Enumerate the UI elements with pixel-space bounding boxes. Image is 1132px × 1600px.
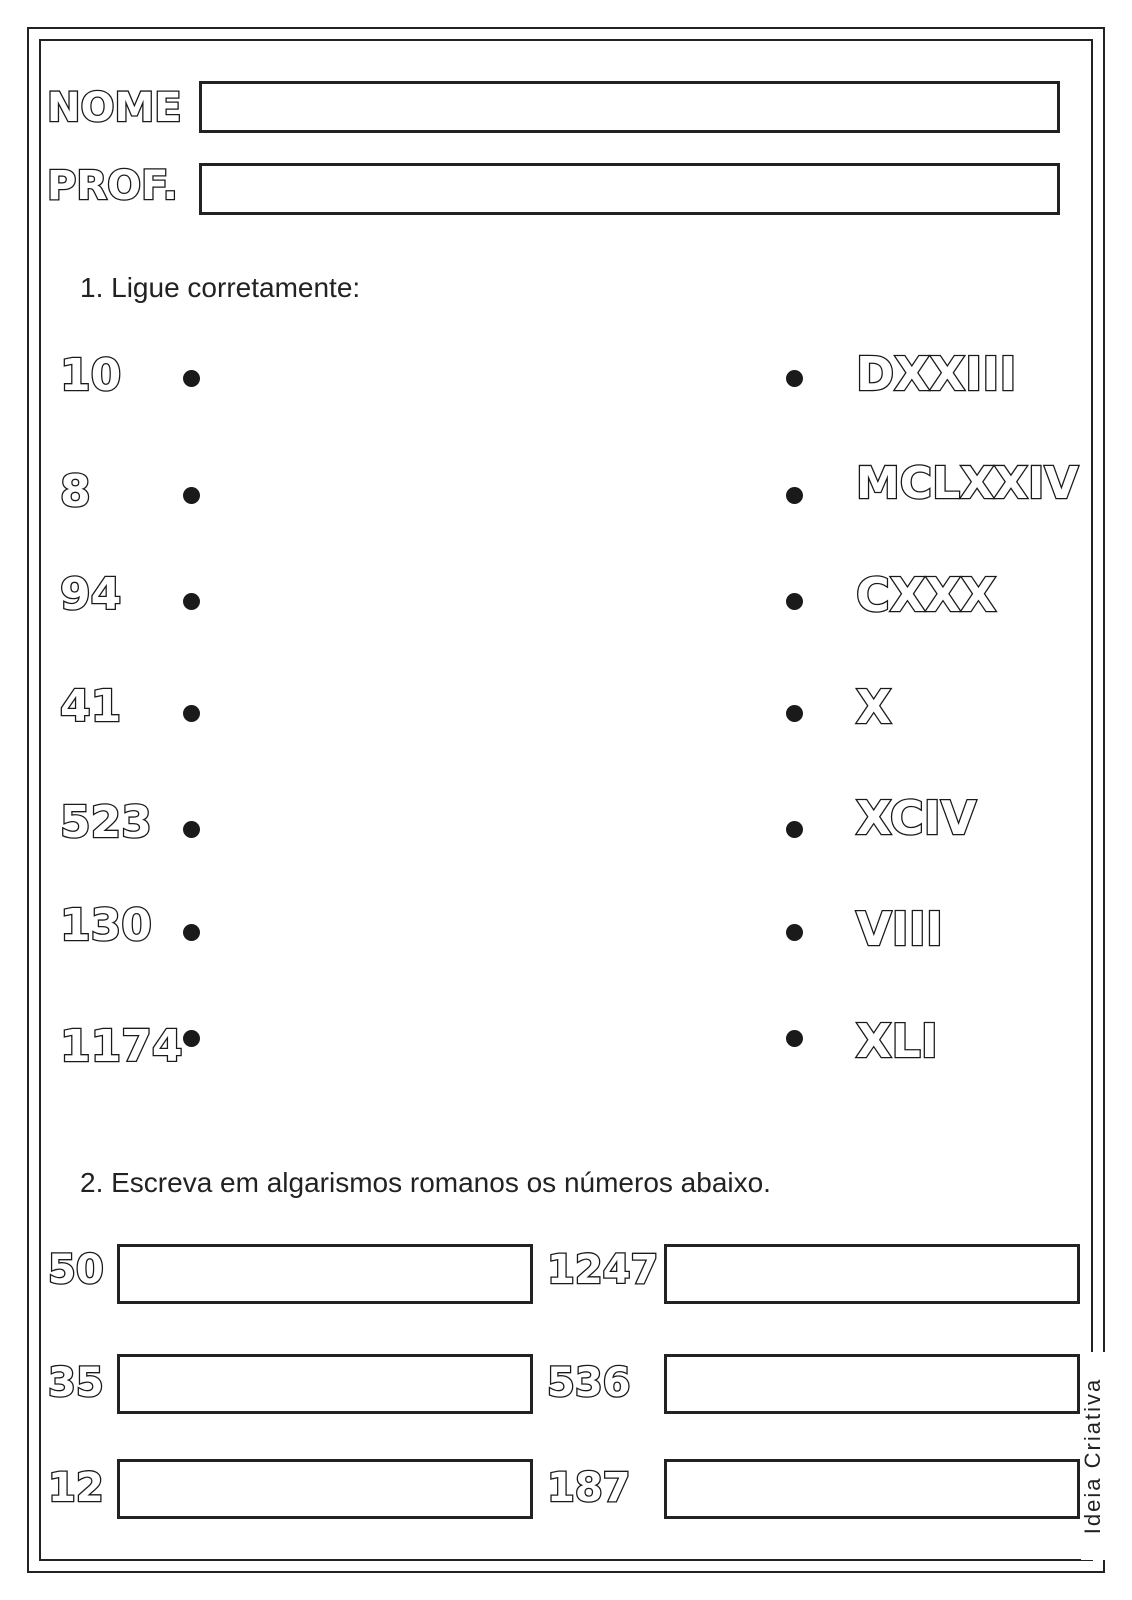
right-dot[interactable] xyxy=(786,705,803,722)
roman-numeral: X xyxy=(856,680,892,734)
number-label: 35 xyxy=(48,1360,104,1406)
left-number: 94 xyxy=(60,569,122,620)
right-dot[interactable] xyxy=(786,487,803,504)
left-dot[interactable] xyxy=(183,821,200,838)
left-dot[interactable] xyxy=(183,487,200,504)
left-number: 1174 xyxy=(60,1021,183,1072)
number-label: 187 xyxy=(547,1465,631,1511)
answer-box[interactable] xyxy=(117,1354,533,1414)
name-label: NOME xyxy=(47,85,182,131)
left-number: 41 xyxy=(60,681,122,732)
roman-numeral: XCIV xyxy=(856,791,977,845)
number-label: 12 xyxy=(48,1465,104,1511)
answer-box[interactable] xyxy=(664,1244,1080,1304)
number-label: 1247 xyxy=(547,1247,659,1293)
roman-numeral: XLI xyxy=(856,1014,938,1068)
answer-box[interactable] xyxy=(664,1354,1080,1414)
answer-box[interactable] xyxy=(664,1459,1080,1519)
exercise1-instruction: 1. Ligue corretamente: xyxy=(80,272,361,303)
right-dot[interactable] xyxy=(786,924,803,941)
left-number: 10 xyxy=(60,350,122,401)
right-dot[interactable] xyxy=(786,593,803,610)
left-dot[interactable] xyxy=(183,593,200,610)
left-dot[interactable] xyxy=(183,705,200,722)
left-dot[interactable] xyxy=(183,924,200,941)
left-dot[interactable] xyxy=(183,1030,200,1047)
brand-text: Ideia Criativa xyxy=(1080,1374,1106,1538)
exercise2-instruction: 2. Escreva em algarismos romanos os números abaixo. xyxy=(80,1167,771,1198)
right-dot[interactable] xyxy=(786,821,803,838)
left-number: 8 xyxy=(60,466,91,517)
prof-label: PROF. xyxy=(47,163,178,209)
roman-numeral: MCLXXIV xyxy=(856,458,1079,509)
number-label: 50 xyxy=(48,1247,104,1293)
right-dot[interactable] xyxy=(786,370,803,387)
answer-box[interactable] xyxy=(117,1459,533,1519)
right-dot[interactable] xyxy=(786,1030,803,1047)
answer-box[interactable] xyxy=(117,1244,533,1304)
left-dot[interactable] xyxy=(183,370,200,387)
roman-numeral: CXXX xyxy=(856,568,997,622)
roman-numeral: VIII xyxy=(856,902,943,956)
roman-numeral: DXXIII xyxy=(856,347,1017,401)
name-field[interactable] xyxy=(199,81,1060,133)
left-number: 130 xyxy=(60,900,152,951)
number-label: 536 xyxy=(547,1360,631,1406)
left-number: 523 xyxy=(60,797,152,848)
prof-field[interactable] xyxy=(199,163,1060,215)
